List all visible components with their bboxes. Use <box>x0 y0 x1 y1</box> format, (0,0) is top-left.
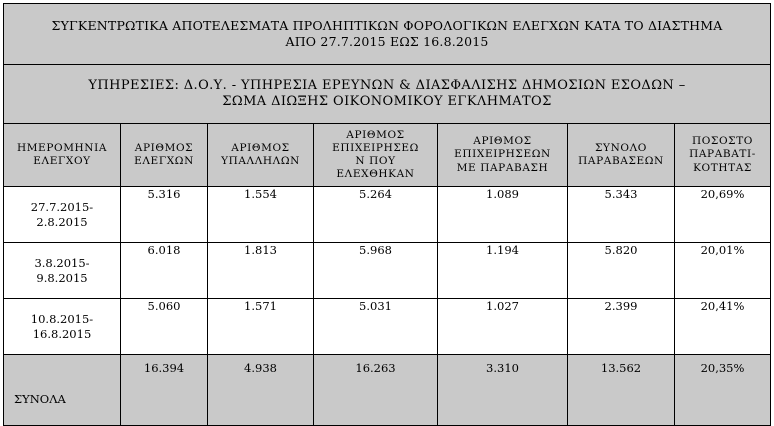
cell-employees: 1.813 <box>208 243 314 299</box>
cell-businesses: 5.031 <box>314 299 438 355</box>
header-text: ΑΡΙΘΜΟΣ <box>346 128 405 141</box>
total-violations: 13.562 <box>568 355 675 426</box>
cell-violations: 2.399 <box>568 299 675 355</box>
date-start: 10.8.2015- <box>30 312 94 327</box>
header-text: ΑΡΙΘΜΟΣ <box>134 141 194 154</box>
total-rate: 20,35% <box>675 355 771 426</box>
header-text: ΕΛΕΓΧΩΝ <box>134 155 194 167</box>
cell-date <box>4 243 121 299</box>
table-row <box>4 187 771 243</box>
cell-with-violation: 1.194 <box>438 243 568 299</box>
date-start: 27.7.2015- <box>30 200 94 215</box>
cell-employees: 1.554 <box>208 187 314 243</box>
cell-employees: 1.571 <box>208 299 314 355</box>
header-text: ΚΟΤΗΤΑΣ <box>693 161 752 174</box>
cell-checks: 5.060 <box>121 299 208 355</box>
header-text: ΑΡΙΘΜΟΣ <box>231 141 290 154</box>
cell-businesses: 5.264 <box>314 187 438 243</box>
header-text: ΥΠΑΛΛΗΛΩΝ <box>221 155 300 167</box>
cell-rate: 20,41% <box>675 299 771 355</box>
header-text: ΠΑΡΑΒΑΤΙ- <box>689 148 756 161</box>
header-rate <box>675 124 771 187</box>
cell-violations: 5.343 <box>568 187 675 243</box>
cell-violations: 5.820 <box>568 243 675 299</box>
services-subtitle <box>4 65 771 124</box>
header-text: ΕΛΕΧΘΗΚΑΝ <box>336 168 415 181</box>
header-checks <box>121 124 208 187</box>
header-text: ΗΜΕΡΟΜΗΝΙΑ <box>16 141 108 154</box>
cell-date <box>4 299 121 355</box>
date-end: 2.8.2015 <box>36 214 88 229</box>
title-line-2: ΑΠΟ 27.7.2015 ΕΩΣ 16.8.2015 <box>285 34 489 49</box>
header-with-violation <box>438 124 568 187</box>
header-violations <box>568 124 675 187</box>
date-end: 9.8.2015 <box>36 270 88 285</box>
header-text: ΕΠΙΧΕΙΡΗΣΕΩΝ <box>454 148 551 161</box>
total-employees: 4.938 <box>208 355 314 426</box>
header-text: Ν ΠΟΥ <box>355 155 396 167</box>
header-employees <box>208 124 314 187</box>
header-row <box>4 124 771 187</box>
cell-checks: 6.018 <box>121 243 208 299</box>
header-text: ΜΕ ΠΑΡΑΒΑΣΗ <box>456 161 549 174</box>
total-checks: 16.394 <box>121 355 208 426</box>
header-businesses <box>314 124 438 187</box>
header-text: ΕΠΙΧΕΙΡΗΣΕΩ <box>332 141 419 154</box>
services-line-1: ΥΠΗΡΕΣΙΕΣ: Δ.Ο.Υ. - ΥΠΗΡΕΣΙΑ ΕΡΕΥΝΩΝ & ΔΙΑΣΦΑΛΙΣΗΣ ΔΗΜΟΣΙΩΝ ΕΣΟΔΩΝ – <box>88 77 686 93</box>
cell-date <box>4 187 121 243</box>
date-start: 3.8.2015- <box>34 256 90 271</box>
date-end: 16.8.2015 <box>32 326 92 341</box>
cell-with-violation: 1.027 <box>438 299 568 355</box>
title-line-1: ΣΥΓΚΕΝΤΡΩΤΙΚΑ ΑΠΟΤΕΛΕΣΜΑΤΑ ΠΡΟΛΗΠΤΙΚΩΝ ΦΟΡΟΛΟΓΙΚΩΝ ΕΛΕΓΧΩΝ ΚΑΤΑ ΤΟ ΔΙΑΣΤΗΜΑ <box>51 18 723 34</box>
totals-row <box>4 355 771 426</box>
totals-label: ΣΥΝΟΛΑ <box>4 355 121 426</box>
header-text: ΕΛΕΓΧΟΥ <box>33 155 91 167</box>
cell-with-violation: 1.089 <box>438 187 568 243</box>
table-row <box>4 243 771 299</box>
audit-results-table <box>3 3 771 426</box>
header-text: ΠΑΡΑΒΑΣΕΩΝ <box>578 155 664 167</box>
header-date <box>4 124 121 187</box>
services-line-2: ΣΩΜΑ ΔΙΩΞΗΣ ΟΙΚΟΝΟΜΙΚΟΥ ΕΓΚΛΗΜΑΤΟΣ <box>222 94 552 109</box>
header-text: ΑΡΙΘΜΟΣ <box>473 135 532 148</box>
total-businesses: 16.263 <box>314 355 438 426</box>
table-title <box>4 4 771 65</box>
header-text: ΠΟΣΟΣΤΟ <box>691 135 754 148</box>
header-text: ΣΥΝΟΛΟ <box>595 141 647 154</box>
cell-businesses: 5.968 <box>314 243 438 299</box>
table-row <box>4 299 771 355</box>
cell-checks: 5.316 <box>121 187 208 243</box>
cell-rate: 20,69% <box>675 187 771 243</box>
total-with-violation: 3.310 <box>438 355 568 426</box>
cell-rate: 20,01% <box>675 243 771 299</box>
